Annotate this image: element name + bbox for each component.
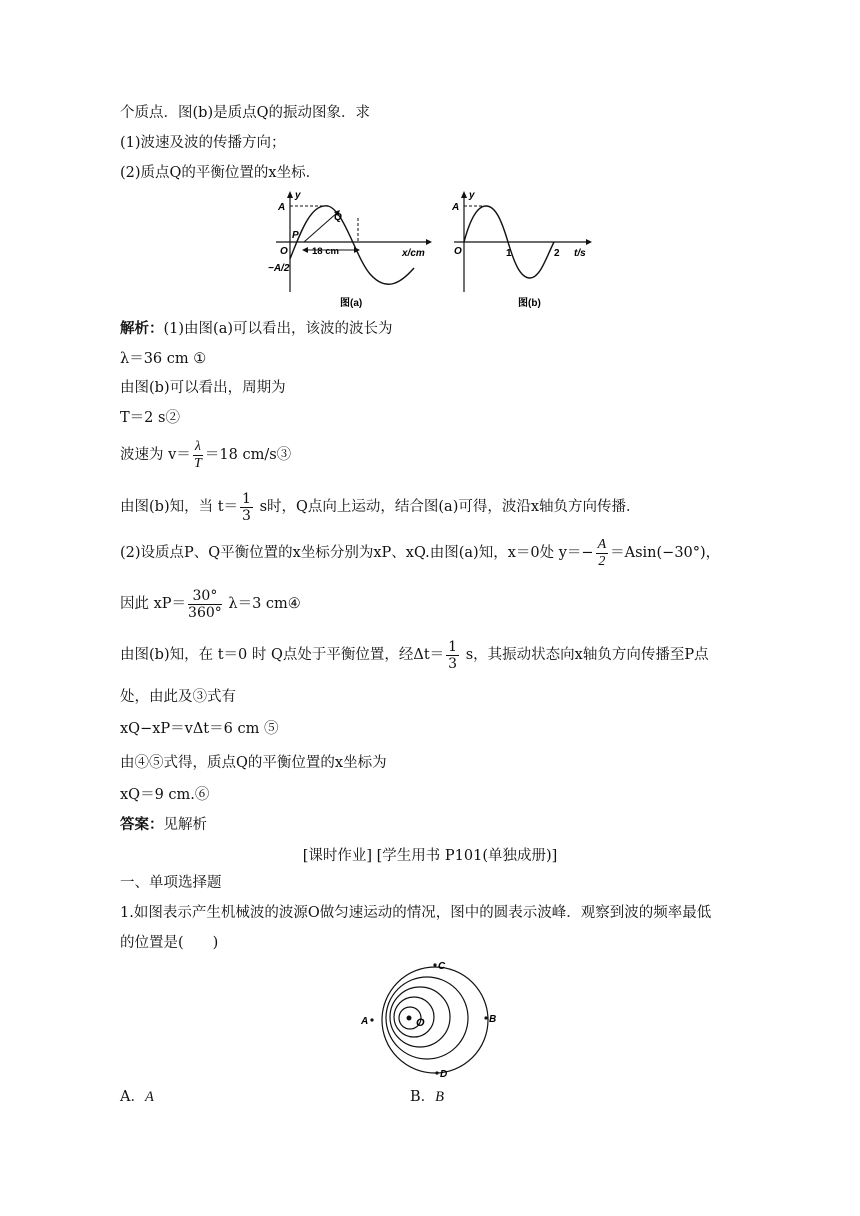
- point-B-label: B: [489, 1014, 497, 1025]
- fraction: $\frac{1}{3}$: [448, 638, 458, 672]
- answer-label: 答案：: [120, 816, 164, 833]
- solution-step-6: 由图(b)知，当 t＝ $\frac{1}{3}$ s时，Q点向上运动，结合图(a)可得，波沿x轴负方向传播．: [120, 490, 641, 524]
- solution-step-1: 解析：(1)由图(a)可以看出，该波的波长为: [120, 320, 393, 337]
- fig-a-A-label: A: [278, 202, 286, 213]
- solution-step-3: 由图(b)可以看出，周期为: [120, 380, 286, 396]
- fraction: $\frac{\lambda}{T}$: [193, 438, 202, 471]
- problem-intro-line: 个质点．图(b)是质点Q的振动图象．求: [120, 105, 370, 121]
- wave-source-diagram: [355, 954, 515, 1084]
- fig-b-origin-label: O: [454, 246, 462, 257]
- fig-b-tick-2: 2: [554, 248, 560, 259]
- option-b[interactable]: B．B: [410, 1089, 445, 1105]
- solution-label: 解析：: [120, 320, 164, 337]
- solution-step-9: 由图(b)知，在 t＝0 时 Q点处于平衡位置，经Δt＝ $\frac{1}{3}$ s，其振动状态向x轴负方向传播至P点: [120, 638, 709, 672]
- section-title: 一、单项选择题: [120, 875, 222, 891]
- fig-a-origin-label: O: [280, 246, 288, 257]
- point-D-label: D: [440, 1069, 448, 1080]
- option-a[interactable]: A．A: [120, 1089, 154, 1105]
- question-text-line-1: 1.如图表示产生机械波的波源O做匀速运动的情况，图中的圆表示波峰．观察到波的频率最低: [120, 905, 712, 921]
- distance-label: 18 cm: [312, 246, 339, 257]
- question-1: (1)波速及波的传播方向；: [120, 135, 286, 151]
- fraction: $\frac{1}{3}$: [242, 490, 251, 524]
- point-C-label: C: [438, 961, 446, 972]
- fig-a-caption: 图(a): [340, 298, 363, 309]
- fig-b-A-label: A: [452, 202, 460, 213]
- fig-a-x-axis-label: x/cm: [402, 248, 425, 259]
- fraction: $\frac{A}{2}$: [597, 536, 607, 569]
- point-P-label: P: [292, 230, 299, 241]
- point-Q-label: Q: [334, 212, 342, 223]
- solution-step-11: xQ−xP＝vΔt＝6 cm ⑤: [120, 721, 279, 737]
- answer-line: [120, 815, 207, 835]
- fig-a-minus-half-A-label: −A/2: [268, 263, 290, 274]
- solution-step-8: 因此 xP＝ $\frac{30^\circ}{360^\circ}$ λ＝3 cm④: [120, 587, 301, 621]
- fig-b-t-axis-label: t/s: [574, 248, 586, 259]
- question-text-line-2: 的位置是( ): [120, 935, 219, 951]
- source-O-label: O: [416, 1017, 425, 1029]
- fig-b-y-label: y: [469, 190, 475, 201]
- solution-step-4: T＝2 s②: [120, 410, 180, 426]
- figure-b-vibration-graph: [446, 188, 596, 314]
- solution-step-2: λ＝36 cm ①: [120, 351, 207, 367]
- fraction: $\frac{30^\circ}{360^\circ}$: [188, 587, 222, 621]
- solution-step-13: xQ＝9 cm.⑥: [120, 787, 210, 803]
- figure-a-wave-graph: [268, 188, 438, 314]
- solution-step-10: 处，由此及③式有: [120, 689, 236, 705]
- wave-curve: [290, 206, 414, 285]
- fig-b-caption: 图(b): [518, 298, 541, 309]
- fig-b-tick-1: 1: [506, 248, 512, 259]
- solution-step-7: (2)设质点P、Q平衡位置的x坐标分别为xP、xQ.由图(a)知，x＝0处 y＝− $\frac{A}{2}$ ＝Asin(−30°)，: [120, 536, 721, 569]
- solution-step-12: 由④⑤式得，质点Q的平衡位置的x坐标为: [120, 755, 387, 771]
- question-2: (2)质点Q的平衡位置的x坐标．: [120, 165, 321, 181]
- point-A-label: A: [361, 1016, 369, 1027]
- solution-step-5: 波速为 v＝ $\frac{\lambda}{T}$ ＝18 cm/s③: [120, 438, 292, 471]
- homework-header: [课时作业] [学生用书 P101(单独成册)]: [302, 848, 558, 864]
- fig-a-y-label: y: [295, 190, 301, 201]
- answer-text: 见解析: [163, 817, 207, 833]
